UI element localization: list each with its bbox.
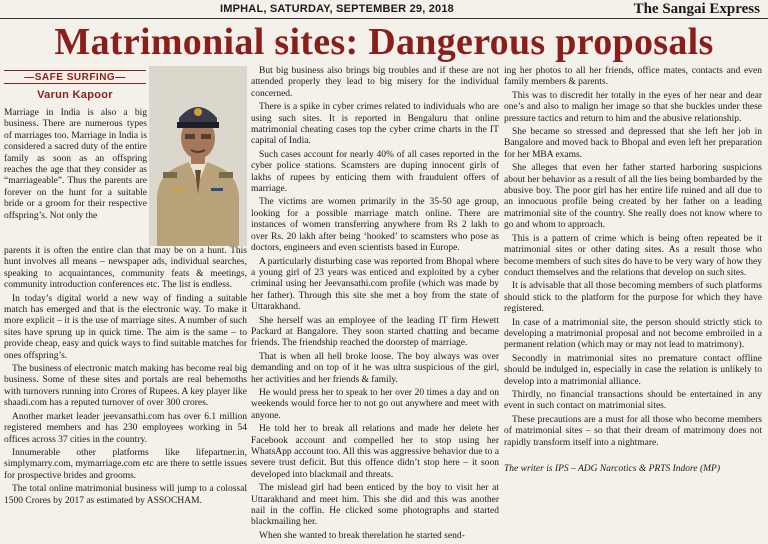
paragraph: Thirdly, no financial transactions should be entertained in any event in such contact on matrimonial sites. [504,389,762,412]
paragraph: She alleges that even her father started harboring suspicions about her behavior as a result of all the lies being bombarded by the abusive boy. The poor girl has her entire life ruined and all due to an innocuous profile being created by her father on a leading matrimonial site of the country. She really does not know where to go and whom to approach. [504,163,762,231]
paragraph: In today’s digital world a new way of finding a suitable match has emerged and that is the electronic way. To make it more explicit – it is the use of marriage sites. A number of such sites have sprung up in quick time. The aim is the same – to provide cheap, easy and quick ways to find suitable matches for ones offspring’s. [4,293,247,361]
article-column-2 [251,66,499,544]
paper-name: The Sangai Express [633,1,760,17]
paragraph: Innumerable other platforms like lifepartner.in, simplymarry.com, mymarriage.com etc are there to settle issues for prospective brides and grooms. [4,447,247,481]
masthead [0,0,768,19]
paragraph: The victims are women primarily in the 35-50 age group, looking for a possible marriage match online. There are instances of women transferring anywhere from Rs 2 lakh to over Rs. 20 lakh after being ‘hooked’ to scamsters who pose as doctors, engineers and even scientists based in Europe. [251,197,499,254]
paragraph: This was to discredit her totally in the eyes of her near and dear one’s and also to malign her image so that she buckles under these pressure tactics and return to him and the abusive relationship. [504,90,762,124]
paragraph: That is when all hell broke loose. The boy always was over demanding and on top of it he was ultra suspicious of the girl, her activities and her friends & family. [251,351,499,385]
writer-note: The writer is IPS – ADG Narcotics & PRTS Indore (MP) [504,464,721,474]
officer-portrait-photo [149,66,247,246]
paragraph: Secondly in matrimonial sites no premature contact offline should be indulged in, especially in case the relation is unlikely to develop into a matrimonial alliance. [504,353,762,387]
paragraph: He told her to break all relations and made her delete her Facebook account and compelled her to stop using her WhatsApp account too. All this was aggressive behavior due to a severe trust deficit. But this offence didn’t stop here – it soon developed into blackmail and threats. [251,424,499,480]
dateline: IMPHAL, SATURDAY, SEPTEMBER 29, 2018 [220,3,454,15]
paragraph: The mislead girl had been enticed by the boy to visit her at Uttarakhand and meet him. This she did and this was another nail in the coffin. He clicked some photographs and started blackmailing her. [251,483,499,528]
article-column-1b [4,246,247,509]
paragraph: Marriage in India is also a big business. There are numerous types of marriages too. Marriage in India is considered a sacred duty of the entire family as soon as an offspring reaches the age that they consider as “marriageable”. Thus the parents are forever on the hunt for a suitable bride or a groom for their respective offspring’s. Not only the [4,108,147,221]
article-column-3 [504,66,762,451]
paragraph: These precautions are a must for all those who become members of matrimonial sites – so that their dream of matrimony does not rapidly transform itself into a nightmare. [504,414,762,448]
paragraph: He would press her to speak to her over 20 times a day and on weekends would force her to not go out anywhere and meet with anyone. [251,387,499,421]
paragraph: But big business also brings big troubles and if these are not attended properly they lead to big misery for the individual concerned. [251,66,499,99]
paragraph: A particularly disturbing case was reported from Bhopal where a young girl of 23 years was enticed and exploited by a cyber criminal using her Jeevansathi.com profile (which was made by her father). Through this site she met a boy from the state of Uttarakhand. [251,256,499,313]
paragraph: ing her photos to all her friends, office mates, contacts and even family members & parents. [504,66,762,88]
paragraph: She herself was an employee of the leading IT firm Hewett Packard at Bangalore. They soon started chatting and became friends. The friendship reached the doorstep of marriage. [251,315,499,349]
paragraph: Another market leader jeevansathi.com has over 6.1 million registered members and has 230 employees working in 54 offices across 37 cities in the country. [4,411,247,445]
paragraph: The total online matrimonial business will jump to a colossal 1500 Crores by 2017 as estimated by ASSOCHAM. [4,484,247,506]
paragraph: When she wanted to break therelation he started send- [259,530,465,541]
article-column-1a [4,108,147,224]
paragraph: Such cases account for nearly 40% of all cases reported in the cyber police stations. Scamsters are duping innocent girls of lakhs of rupees by enticing them with fraudulent offers of marriage. [251,149,499,195]
paragraph: In case of a matrimonial site, the person should strictly stick to developing a matrimonial proposal and not become embroiled in a permanent relation (which may or may not lead to matrimony). [504,317,762,351]
paragraph: There is a spike in cyber crimes related to individuals who are using such sites. It is reported in Bengaluru that online matrimonial cheating cases top the cyber crime charts in the IT capital of India. [251,102,499,147]
paragraph: The business of electronic match making has become real big business. Some of these sites and portals are real behemoths with turnovers running into Crores of Rupees. A key player like shaadi.com has a reputed turnover of over 300 crores. [4,364,247,409]
paragraph: parents it is often the entire clan that may be on a hunt. This hunt involves all means – newspaper ads, individual searches, speaking to acquaintances, community feats & meetings, community introduction conferences etc. The list is endless. [4,246,247,291]
officer-portrait-icon [149,66,247,246]
paragraph: She became so stressed and depressed that she left her job in Bangalore and moved back to Bhopal and even left her preparation for her MBA exams. [504,127,762,160]
paragraph: It is advisable that all those becoming members of such platforms should stick to the platform for the purpose for which they have registered. [504,281,762,315]
byline: Varun Kapoor [37,89,113,101]
paragraph: This is a pattern of crime which is being often repeated be it matrimonial sites or other dating sites. As a result those who become members of such sites do have to be very wary of how they conduct themselves and the relations that develop on such sites. [504,233,762,278]
headline: Matrimonial sites: Dangerous proposals [54,21,714,63]
column-kicker: —SAFE SURFING— [4,70,146,84]
